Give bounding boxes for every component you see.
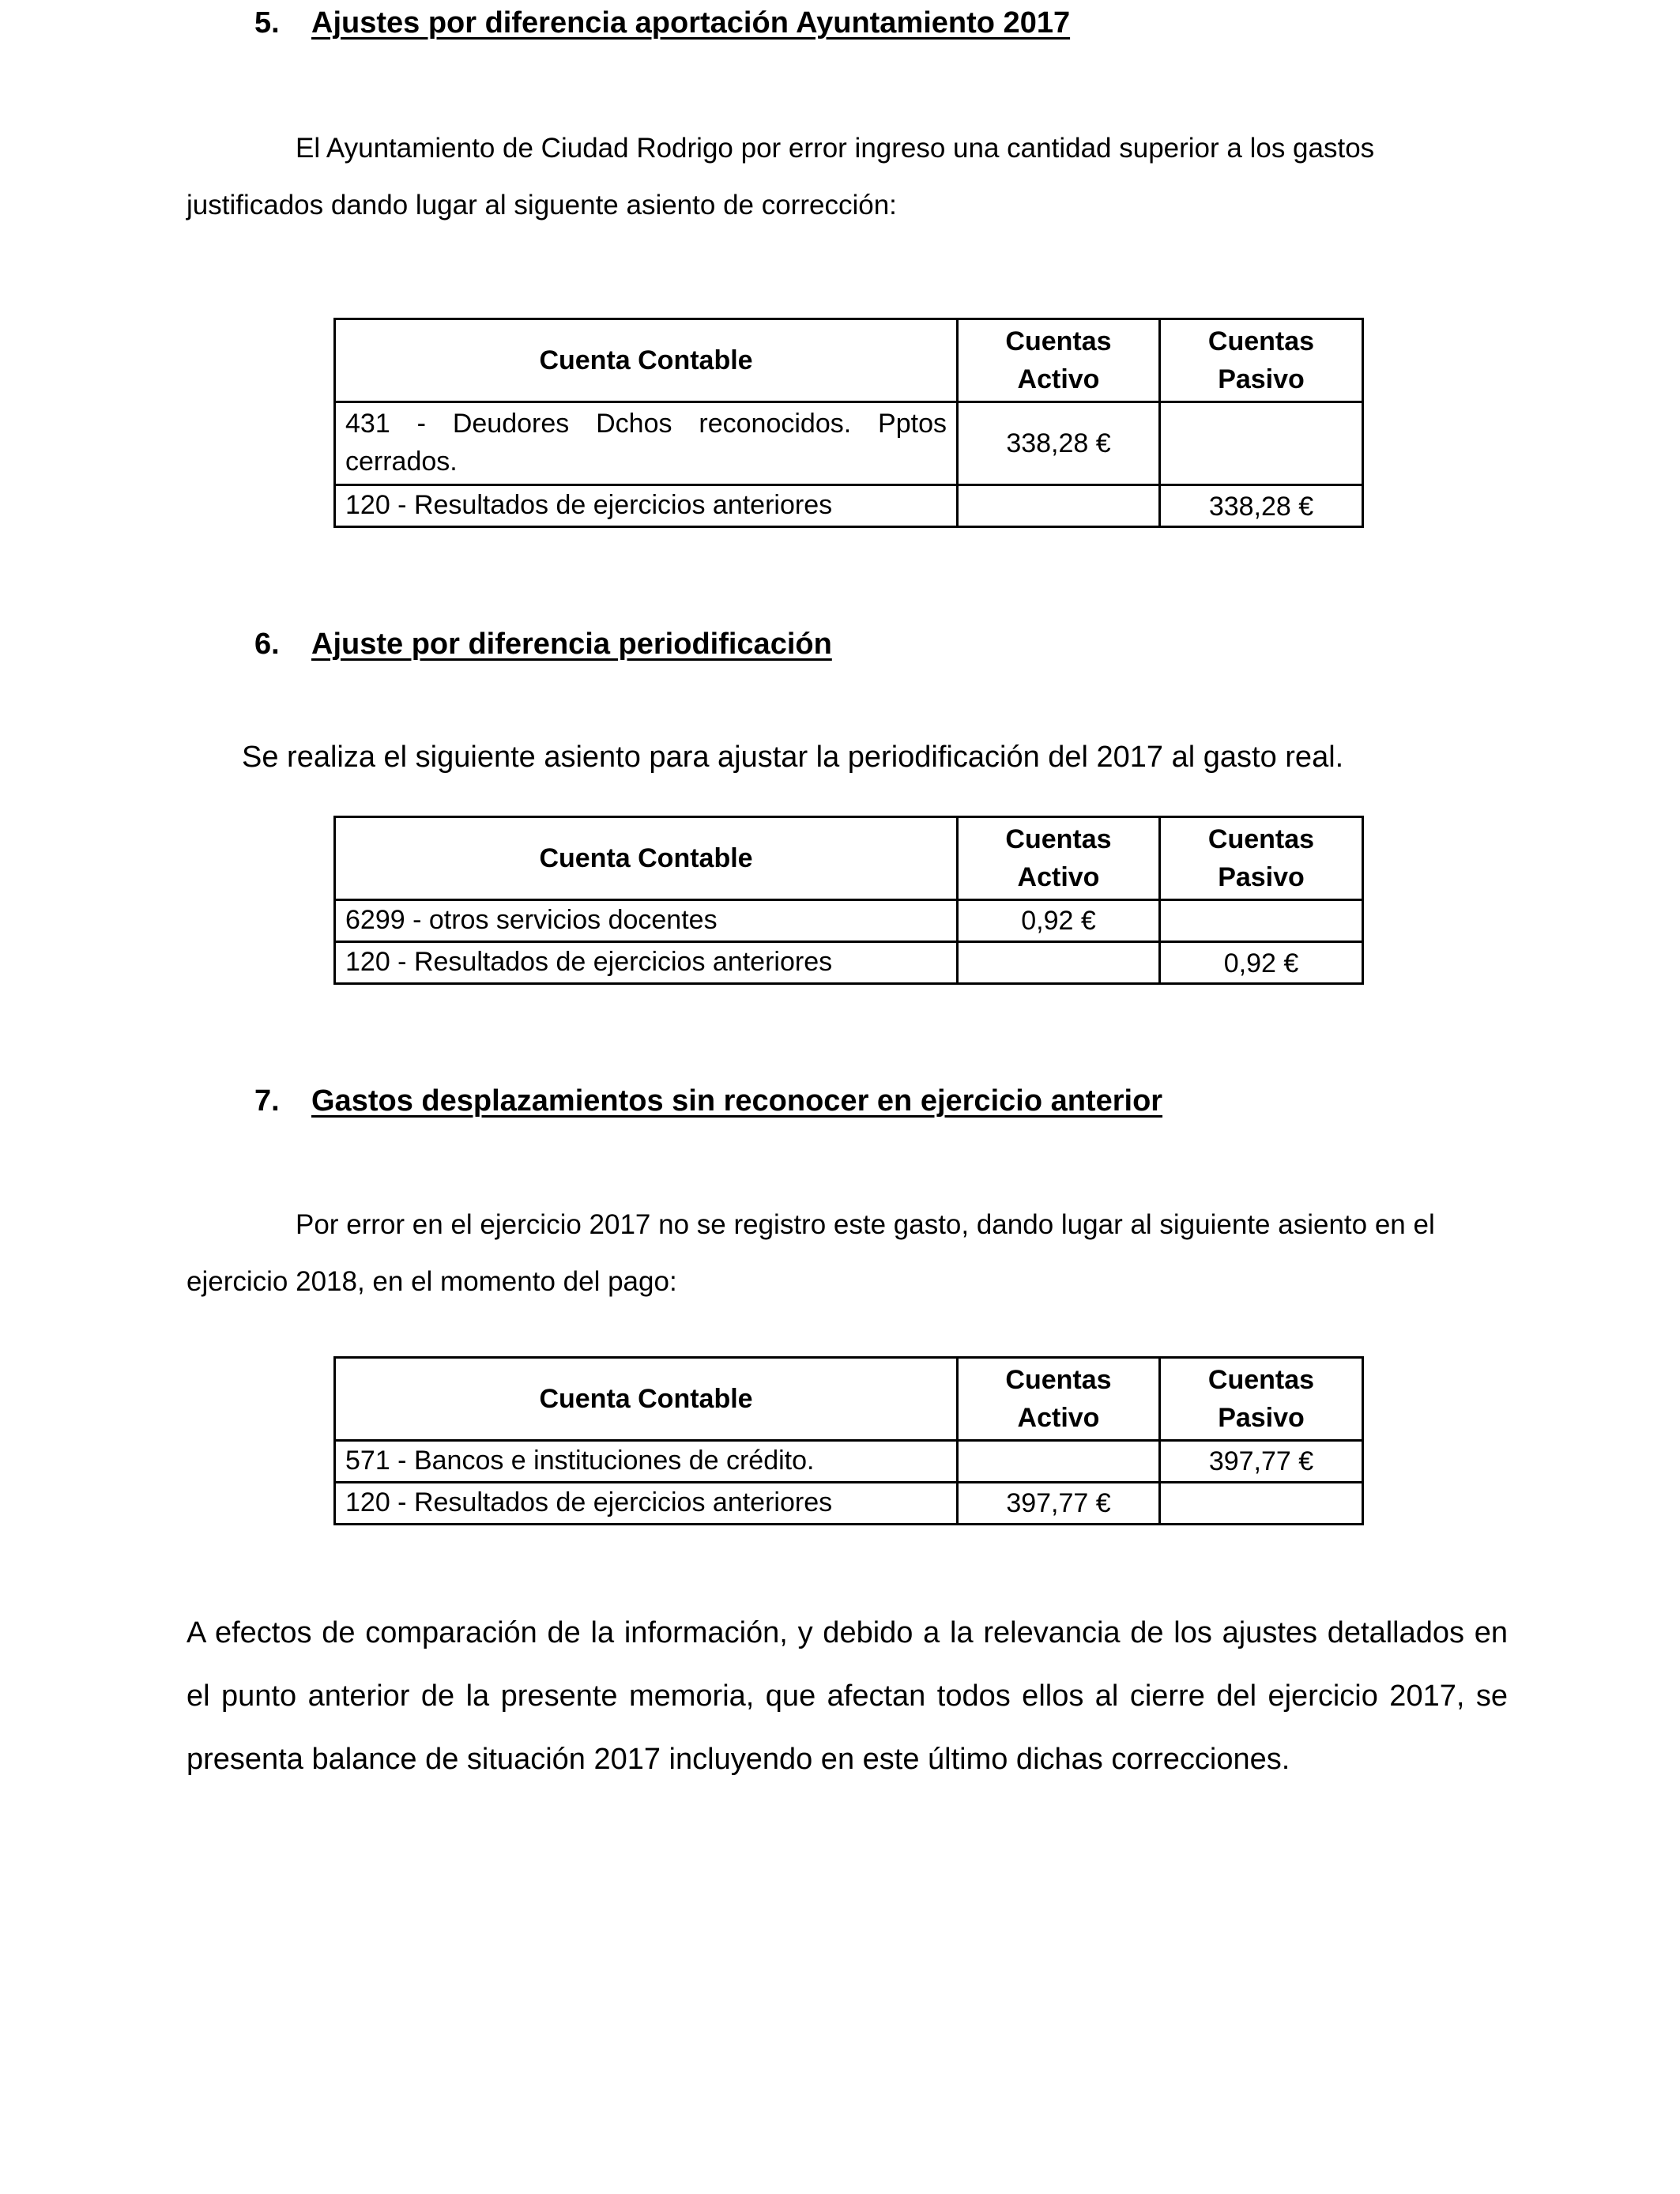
row-pasivo: [1160, 1483, 1363, 1525]
row-activo: [958, 942, 1160, 984]
table-row: [335, 942, 1363, 984]
row-pasivo: 338,28 €: [1160, 485, 1363, 527]
table-header-row: [335, 319, 1363, 402]
header-cuentas-activo: [958, 817, 1160, 900]
row-pasivo: 0,92 €: [1160, 942, 1363, 984]
table-header-row: [335, 1358, 1363, 1441]
table-row: [335, 1441, 1363, 1483]
table-header-row: [335, 817, 1363, 900]
section-7-paragraph-line-1: Por error en el ejercicio 2017 no se registro este gasto, dando lugar al siguiente asiento en el: [296, 1209, 1435, 1240]
row-pasivo: [1160, 900, 1363, 942]
section-6-journal-table: [333, 816, 1364, 985]
row-activo: [958, 1441, 1160, 1483]
header-activo-line-1: Cuentas: [1005, 824, 1112, 854]
section-7-number: 7.: [254, 1084, 280, 1118]
row-cuenta: 6299 - otros servicios docentes: [335, 900, 958, 942]
table-row: [335, 900, 1363, 942]
header-cuentas-activo: [958, 1358, 1160, 1441]
header-cuenta-contable: Cuenta Contable: [335, 817, 958, 900]
row-activo: 0,92 €: [958, 900, 1160, 942]
header-activo-line-2: Activo: [1017, 364, 1100, 394]
section-5-paragraph-line-2: justificados dando lugar al siguente asiento de corrección:: [186, 190, 897, 221]
section-5-number: 5.: [254, 6, 280, 40]
header-activo-line-2: Activo: [1017, 862, 1100, 892]
row-activo: 397,77 €: [958, 1483, 1160, 1525]
header-activo-line-1: Cuentas: [1005, 326, 1112, 356]
section-7-journal-table: [333, 1356, 1364, 1525]
row-activo: 338,28 €: [958, 402, 1160, 485]
header-pasivo-line-2: Pasivo: [1218, 364, 1305, 394]
row-cuenta: 120 - Resultados de ejercicios anteriores: [335, 942, 958, 984]
section-7-heading: [254, 1083, 1282, 1122]
header-cuentas-pasivo: [1160, 1358, 1363, 1441]
closing-paragraph: A efectos de comparación de la información, y debido a la relevancia de los ajustes detallados en el punto anterior de la presente memoria, que afectan todos ellos al cierre del ejercicio 2017, se presenta balance de situación 2017 incluyendo en este último dichas correcciones.: [186, 1616, 1508, 1776]
row-cuenta: 120 - Resultados de ejercicios anteriores: [335, 485, 958, 527]
header-activo-line-2: Activo: [1017, 1403, 1100, 1433]
section-5-title: Ajustes por diferencia aportación Ayuntamiento 2017: [311, 6, 1071, 40]
header-pasivo-line-2: Pasivo: [1218, 1403, 1305, 1433]
section-7-paragraph-line-2: ejercicio 2018, en el momento del pago:: [186, 1266, 677, 1297]
row-pasivo: 397,77 €: [1160, 1441, 1363, 1483]
table-row: [335, 402, 1363, 485]
header-cuenta-contable: Cuenta Contable: [335, 1358, 958, 1441]
section-6-number: 6.: [254, 628, 280, 661]
table-row: [335, 1483, 1363, 1525]
section-6-paragraph: Se realiza el siguiente asiento para ajustar la periodificación del 2017 al gasto real.: [242, 741, 1344, 774]
row-pasivo: [1160, 402, 1363, 485]
header-cuentas-activo: [958, 319, 1160, 402]
row-activo: [958, 485, 1160, 527]
row-cuenta: 431 - Deudores Dchos reconocidos. Pptos cerrados.: [335, 402, 958, 485]
header-pasivo-line-1: Cuentas: [1207, 326, 1315, 356]
section-7-title: Gastos desplazamientos sin reconocer en ejercicio anterior: [311, 1084, 1163, 1118]
section-5-paragraph-line-1: El Ayuntamiento de Ciudad Rodrigo por error ingreso una cantidad superior a los gastos: [296, 133, 1375, 164]
header-cuentas-pasivo: [1160, 817, 1363, 900]
header-pasivo-line-1: Cuentas: [1207, 824, 1315, 854]
header-cuenta-contable: Cuenta Contable: [335, 319, 958, 402]
section-5-heading: [254, 5, 1203, 44]
header-pasivo-line-1: Cuentas: [1207, 1365, 1315, 1395]
row-cuenta: 571 - Bancos e instituciones de crédito.: [335, 1441, 958, 1483]
row-cuenta: 120 - Resultados de ejercicios anteriores: [335, 1483, 958, 1525]
section-5-journal-table: [333, 318, 1364, 528]
section-6-title: Ajuste por diferencia periodificación: [311, 628, 832, 661]
section-6-heading: [254, 626, 1203, 665]
header-pasivo-line-2: Pasivo: [1218, 862, 1305, 892]
header-activo-line-1: Cuentas: [1005, 1365, 1112, 1395]
header-cuentas-pasivo: [1160, 319, 1363, 402]
table-row: [335, 485, 1363, 527]
